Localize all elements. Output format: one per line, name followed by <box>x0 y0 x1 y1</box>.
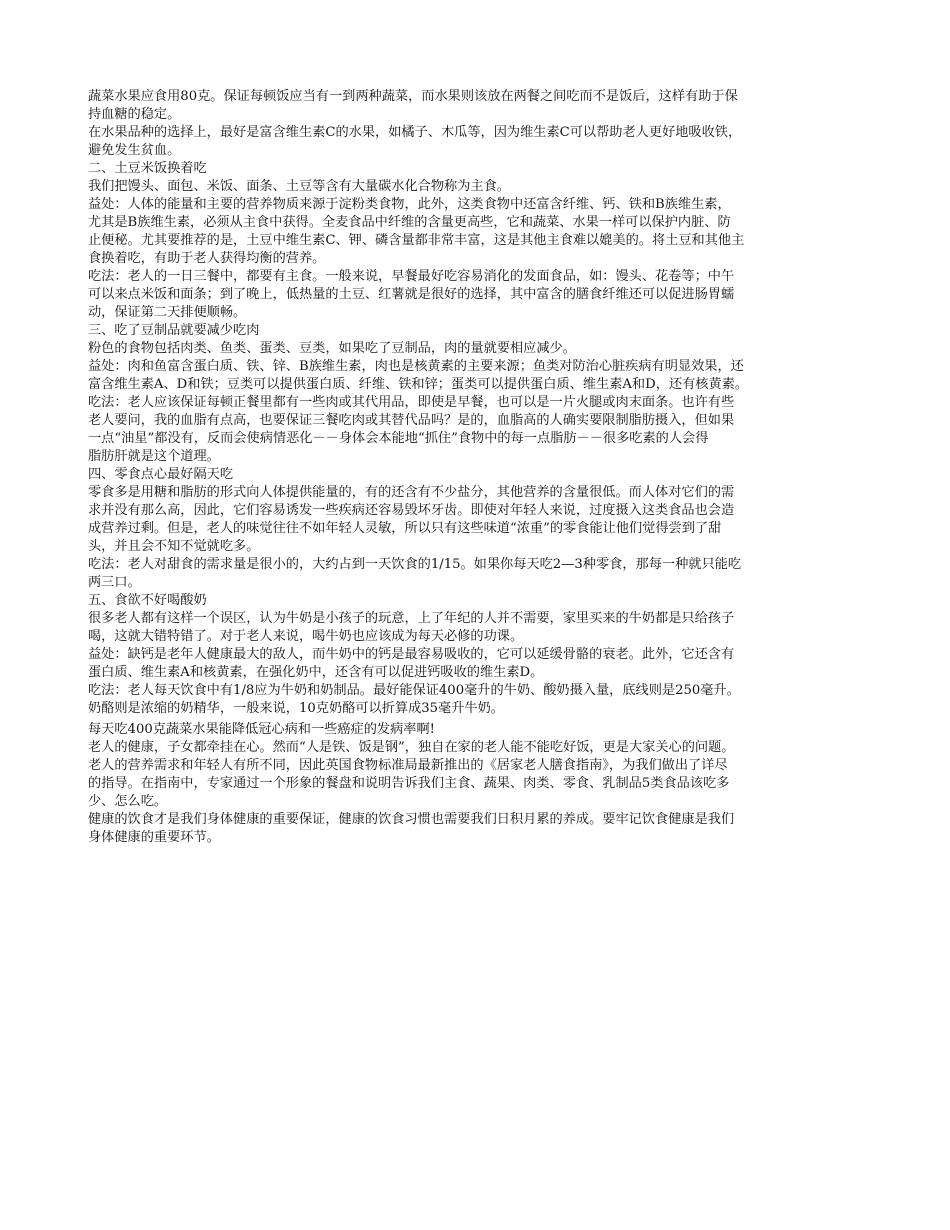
text-line: 益处：缺钙是老年人健康最大的敌人，而牛奶中的钙是最容易吸收的，它可以延缓骨骼的衰老。此外，它还含有 <box>88 647 735 662</box>
text-line: 吃法：老人应该保证每顿正餐里都有一些肉或其代用品，即使是早餐，也可以是一片火腿或肉末面条。也许有些 <box>88 395 735 410</box>
document-body <box>88 88 878 847</box>
text-line: 蔬菜水果应食用80克。保证每顿饭应当有一到两种蔬菜，而水果则该放在两餐之间吃而不是饭后，这样有助于保 <box>88 89 738 104</box>
text-line: 吃法：老人每天饮食中有1/8应为牛奶和奶制品。最好能保证400毫升的牛奶、酸奶摄入量，底线则是250毫升。 <box>88 683 740 698</box>
text-line: 在水果品种的选择上，最好是富含维生素C的水果，如橘子、木瓜等，因为维生素C可以帮助老人更好地吸收铁， <box>88 125 742 140</box>
text-line: 吃法：老人的一日三餐中，都要有主食。一般来说，早餐最好吃容易消化的发面食品，如：馒头、花卷等；中午 <box>88 269 735 284</box>
text-line: 避免发生贫血。 <box>88 143 181 158</box>
text-line: 益处：肉和鱼富含蛋白质、铁、锌、B族维生素，肉也是核黄素的主要来源；鱼类对防治心脏疾病有明显效果，还 <box>88 359 744 374</box>
text-line: 身体健康的重要环节。 <box>88 830 220 845</box>
text-line: 脂肪肝就是这个道理。 <box>88 449 220 464</box>
text-line: 老人的营养需求和年轻人有所不同，因此英国食物标准局最新推出的《居家老人膳食指南》，为我们做出了详尽 <box>88 758 728 773</box>
text-line: 头，并且会不知不觉就吃多。 <box>88 539 260 554</box>
text-line: 喝，这就大错特错了。对于老人来说，喝牛奶也应该成为每天必修的功课。 <box>88 629 524 644</box>
text-line: 老人的健康，子女都牵挂在心。然而“人是铁、饭是钢”，独自在家的老人能不能吃好饭，更是大家关心的问题。 <box>88 740 735 755</box>
text-line: 食换着吃，有助于老人获得均衡的营养。 <box>88 251 326 266</box>
text-line: 富含维生素A、D和铁；豆类可以提供蛋白质、纤维、铁和锌；蛋类可以提供蛋白质、维生素A和D，还有核黄素。 <box>88 377 749 392</box>
text-line: 蛋白质、维生素A和核黄素，在强化奶中，还含有可以促进钙吸收的维生素D。 <box>88 665 544 680</box>
text-line: 动，保证第二天排便顺畅。 <box>88 305 247 320</box>
text-line: 的指导。在指南中，专家通过一个形象的餐盘和说明告诉我们主食、蔬果、肉类、零食、乳制品5类食品该吃多 <box>88 776 730 791</box>
text-line: 两三口。 <box>88 575 141 590</box>
text-line: 一点“油星”都没有，反而会使病情恶化－－身体会本能地“抓住”食物中的每一点脂肪－－很多吃素的人会得 <box>88 431 709 446</box>
text-line: 止便秘。尤其要推荐的是，土豆中维生素C、钾、磷含量都非常丰富，这是其他主食难以媲美的。将土豆和其他主 <box>88 233 745 248</box>
text-line: 成营养过剩。但是，老人的味觉往往不如年轻人灵敏，所以只有这些味道“浓重”的零食能让他们觉得尝到了甜 <box>88 521 722 536</box>
text-line: 老人要问，我的血脂有点高，也要保证三餐吃肉或其替代品吗？是的，血脂高的人确实要限制脂肪摄入，但如果 <box>88 413 735 428</box>
text-line: 零食多是用糖和脂肪的形式向人体提供能量的，有的还含有不少盐分，其他营养的含量很低。而人体对它们的需 <box>88 485 735 500</box>
section-heading: 四、零食点心最好隔天吃 <box>88 467 234 482</box>
text-line: 少、怎么吃。 <box>88 794 168 809</box>
section-heading: 三、吃了豆制品就要减少吃肉 <box>88 323 260 338</box>
text-line: 粉色的食物包括肉类、鱼类、蛋类、豆类，如果吃了豆制品，肉的量就要相应减少。 <box>88 341 576 356</box>
text-line: 持血糖的稳定。 <box>88 107 181 122</box>
text-line: 吃法：老人对甜食的需求量是很小的，大约占到一天饮食的1/15。如果你每天吃2—3种零食，那每一种就只能吃 <box>88 557 742 572</box>
subtitle-line: 每天吃400克蔬菜水果能降低冠心病和一些癌症的发病率啊! <box>88 722 435 737</box>
section-heading: 二、土豆米饭换着吃 <box>88 161 207 176</box>
text-line: 很多老人都有这样一个误区，认为牛奶是小孩子的玩意，上了年纪的人并不需要，家里买来的牛奶都是只给孩子 <box>88 611 735 626</box>
text-line: 求并没有那么高，因此，它们容易诱发一些疾病还容易毁坏牙齿。即使对年轻人来说，过度摄入这类食品也会造 <box>88 503 735 518</box>
text-line: 益处：人体的能量和主要的营养物质来源于淀粉类食物，此外，这类食物中还富含纤维、钙、铁和B族维生素， <box>88 197 731 212</box>
text-line: 健康的饮食才是我们身体健康的重要保证，健康的饮食习惯也需要我们日积月累的养成。要牢记饮食健康是我们 <box>88 812 735 827</box>
text-line: 尤其是B族维生素，必须从主食中获得。全麦食品中纤维的含量更高些，它和蔬菜、水果一样可以保护内脏、防 <box>88 215 731 230</box>
text-line: 奶酪则是浓缩的奶精华，一般来说，10克奶酪可以折算成35毫升牛奶。 <box>88 701 504 716</box>
text-line: 我们把馒头、面包、米饭、面条、土豆等含有大量碳水化合物称为主食。 <box>88 179 510 194</box>
section-heading: 五、食欲不好喝酸奶 <box>88 593 207 608</box>
text-line: 可以来点米饭和面条；到了晚上，低热量的土豆、红薯就是很好的选择，其中富含的膳食纤维还可以促进肠胃蠕 <box>88 287 735 302</box>
